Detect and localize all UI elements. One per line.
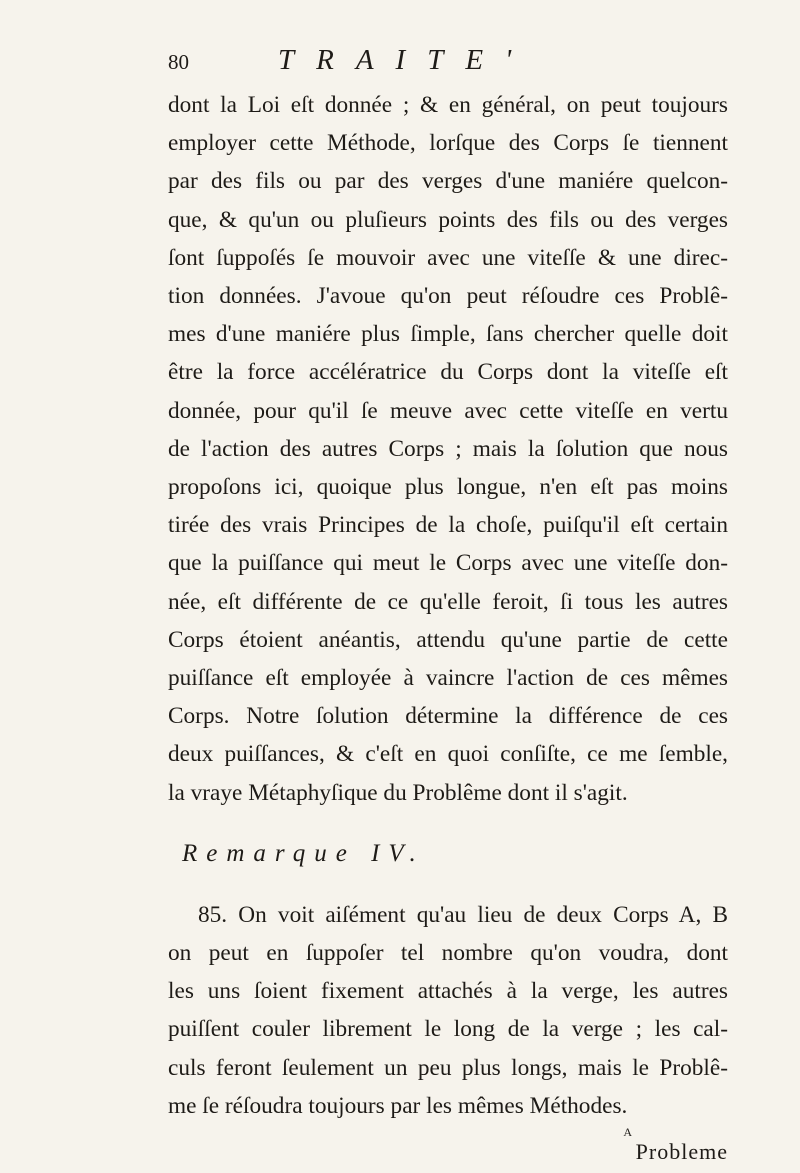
text-line: être la force accélératrice du Corps dont la viteſſe eſt [168,359,728,386]
text-line: ſont ſuppoſés ſe mouvoir avec une viteſſe & une direc- [168,244,728,271]
text-line: puiſſent couler librement le long de la verge ; les cal- [168,1016,728,1043]
text-line: de l'action des autres Corps ; mais la ſolution que nous [168,435,728,462]
text-line: mes d'une maniére plus ſimple, ſans chercher quelle doit [168,321,728,348]
text-line: tirée des vrais Principes de la choſe, puiſqu'il eſt certain [168,512,728,539]
text-line: les uns ſoient fixement attachés à la verge, les autres [168,978,728,1005]
text-line: me ſe réſoudra toujours par les mêmes Méthodes. [168,1092,628,1119]
text-line: puiſſance eſt employée à vaincre l'action de ces mêmes [168,665,728,692]
text-line: on peut en ſuppoſer tel nombre qu'on voudra, dont [168,940,728,967]
text-line: donnée, pour qu'il ſe meuve avec cette viteſſe en vertu [168,397,728,424]
text-line: que la puiſſance qui meut le Corps avec une viteſſe don- [168,550,728,577]
catchword: Probleme [635,1139,728,1165]
text-line: propoſons ici, quoique plus longue, n'en eſt pas moins [168,474,728,501]
text-line: 85. On voit aiſément qu'au lieu de deux Corps A, B [198,901,728,928]
paragraph-1 [168,86,728,812]
text-line: deux puiſſances, & c'eſt en quoi conſiſte, ce me ſemble, [168,741,728,768]
text-line: culs feront ſeulement un peu plus longs, mais le Problê- [168,1054,728,1081]
text-line: la vraye Métaphyſique du Problême dont il s'agit. [168,779,628,806]
text-line: Corps. Notre ſolution détermine la différence de ces [168,703,728,730]
running-title: TRAITE' [278,44,534,76]
text-line: que, & qu'un ou pluſieurs points des fils ou des verges [168,206,728,233]
text-line: née, eſt différente de ce qu'elle feroit, ſi tous les autres [168,588,728,615]
paragraph-2 [168,896,728,1125]
page-number: 80 [168,50,189,74]
text-line: dont la Loi eſt donnée ; & en général, on peut toujours [168,92,728,118]
text-line: tion données. J'avoue qu'on peut réſoudre ces Problê- [168,283,728,310]
signature-mark: A [623,1125,632,1140]
page-header [168,44,728,84]
text-line: employer cette Méthode, lorſque des Corps ſe tiennent [168,130,728,157]
text-line: par des fils ou par des verges d'une maniére quelcon- [168,168,728,195]
section-heading: Remarque IV. [182,839,425,867]
body-text [168,86,728,1165]
text-line: Corps étoient anéantis, attendu qu'une partie de cette [168,626,728,653]
